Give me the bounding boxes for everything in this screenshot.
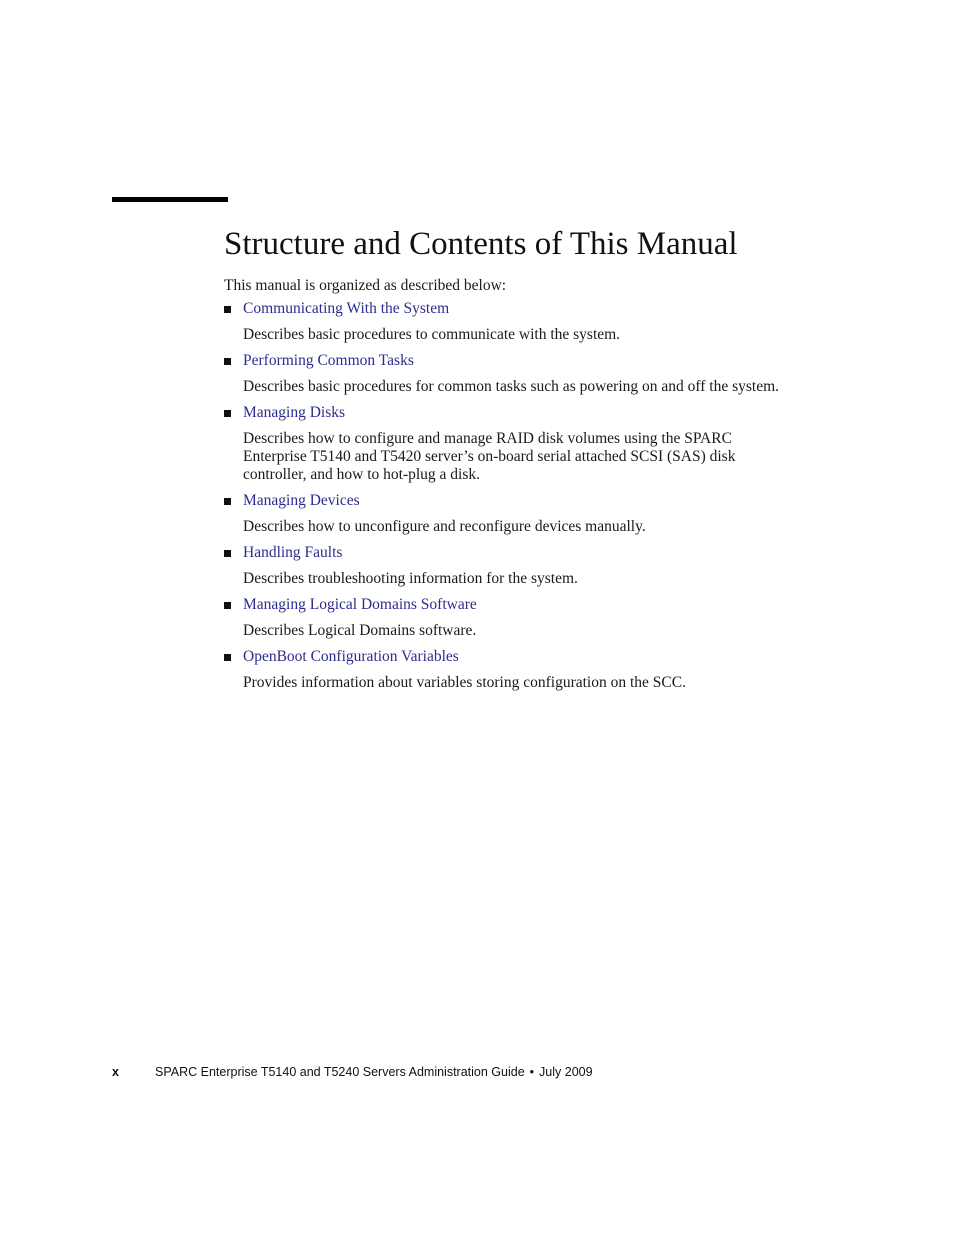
- list-item: [224, 596, 784, 640]
- chapter-description: Describes troubleshooting information for the system.: [243, 570, 578, 587]
- square-bullet-icon: [224, 358, 231, 365]
- list-item: [224, 544, 784, 588]
- chapter-link-communicating[interactable]: Communicating With the System: [243, 300, 450, 317]
- chapter-description: Describes how to configure and manage RAID disk volumes using the SPARC Enterprise T5140 and T5420 server’s on-board serial attached SCSI (SAS) disk controller, and how to hot-plug a disk.: [243, 430, 736, 483]
- list-item: [224, 300, 784, 344]
- chapter-description: Describes basic procedures to communicate with the system.: [243, 326, 621, 343]
- page-title: Structure and Contents of This Manual: [224, 226, 738, 262]
- square-bullet-icon: [224, 498, 231, 505]
- section-rule: [112, 197, 228, 202]
- square-bullet-icon: [224, 602, 231, 609]
- square-bullet-icon: [224, 654, 231, 661]
- page-number: x: [112, 1065, 119, 1079]
- chapter-description: Describes Logical Domains software.: [243, 622, 477, 639]
- square-bullet-icon: [224, 410, 231, 417]
- list-item: [224, 352, 784, 396]
- chapter-link-common-tasks[interactable]: Performing Common Tasks: [243, 352, 414, 369]
- manual-structure-section: [224, 277, 784, 692]
- list-item: [224, 648, 784, 692]
- chapter-description: Describes how to unconfigure and reconfigure devices manually.: [243, 518, 646, 535]
- chapter-link-handling-faults[interactable]: Handling Faults: [243, 544, 343, 561]
- chapter-link-managing-devices[interactable]: Managing Devices: [243, 492, 360, 509]
- intro-text: This manual is organized as described below:: [224, 277, 507, 294]
- page-footer: [112, 1064, 593, 1080]
- chapter-link-openboot[interactable]: OpenBoot Configuration Variables: [243, 648, 459, 665]
- footer-separator: •: [529, 1065, 535, 1079]
- book-title: SPARC Enterprise T5140 and T5240 Servers Administration Guide: [155, 1065, 525, 1079]
- publication-date: July 2009: [539, 1065, 593, 1079]
- square-bullet-icon: [224, 306, 231, 313]
- chapter-description: Provides information about variables storing configuration on the SCC.: [243, 674, 686, 691]
- chapter-link-managing-disks[interactable]: Managing Disks: [243, 404, 346, 421]
- chapter-link-logical-domains[interactable]: Managing Logical Domains Software: [243, 596, 477, 613]
- list-item: [224, 404, 784, 484]
- square-bullet-icon: [224, 550, 231, 557]
- chapter-description: Describes basic procedures for common tasks such as powering on and off the system.: [243, 378, 780, 395]
- list-item: [224, 492, 784, 536]
